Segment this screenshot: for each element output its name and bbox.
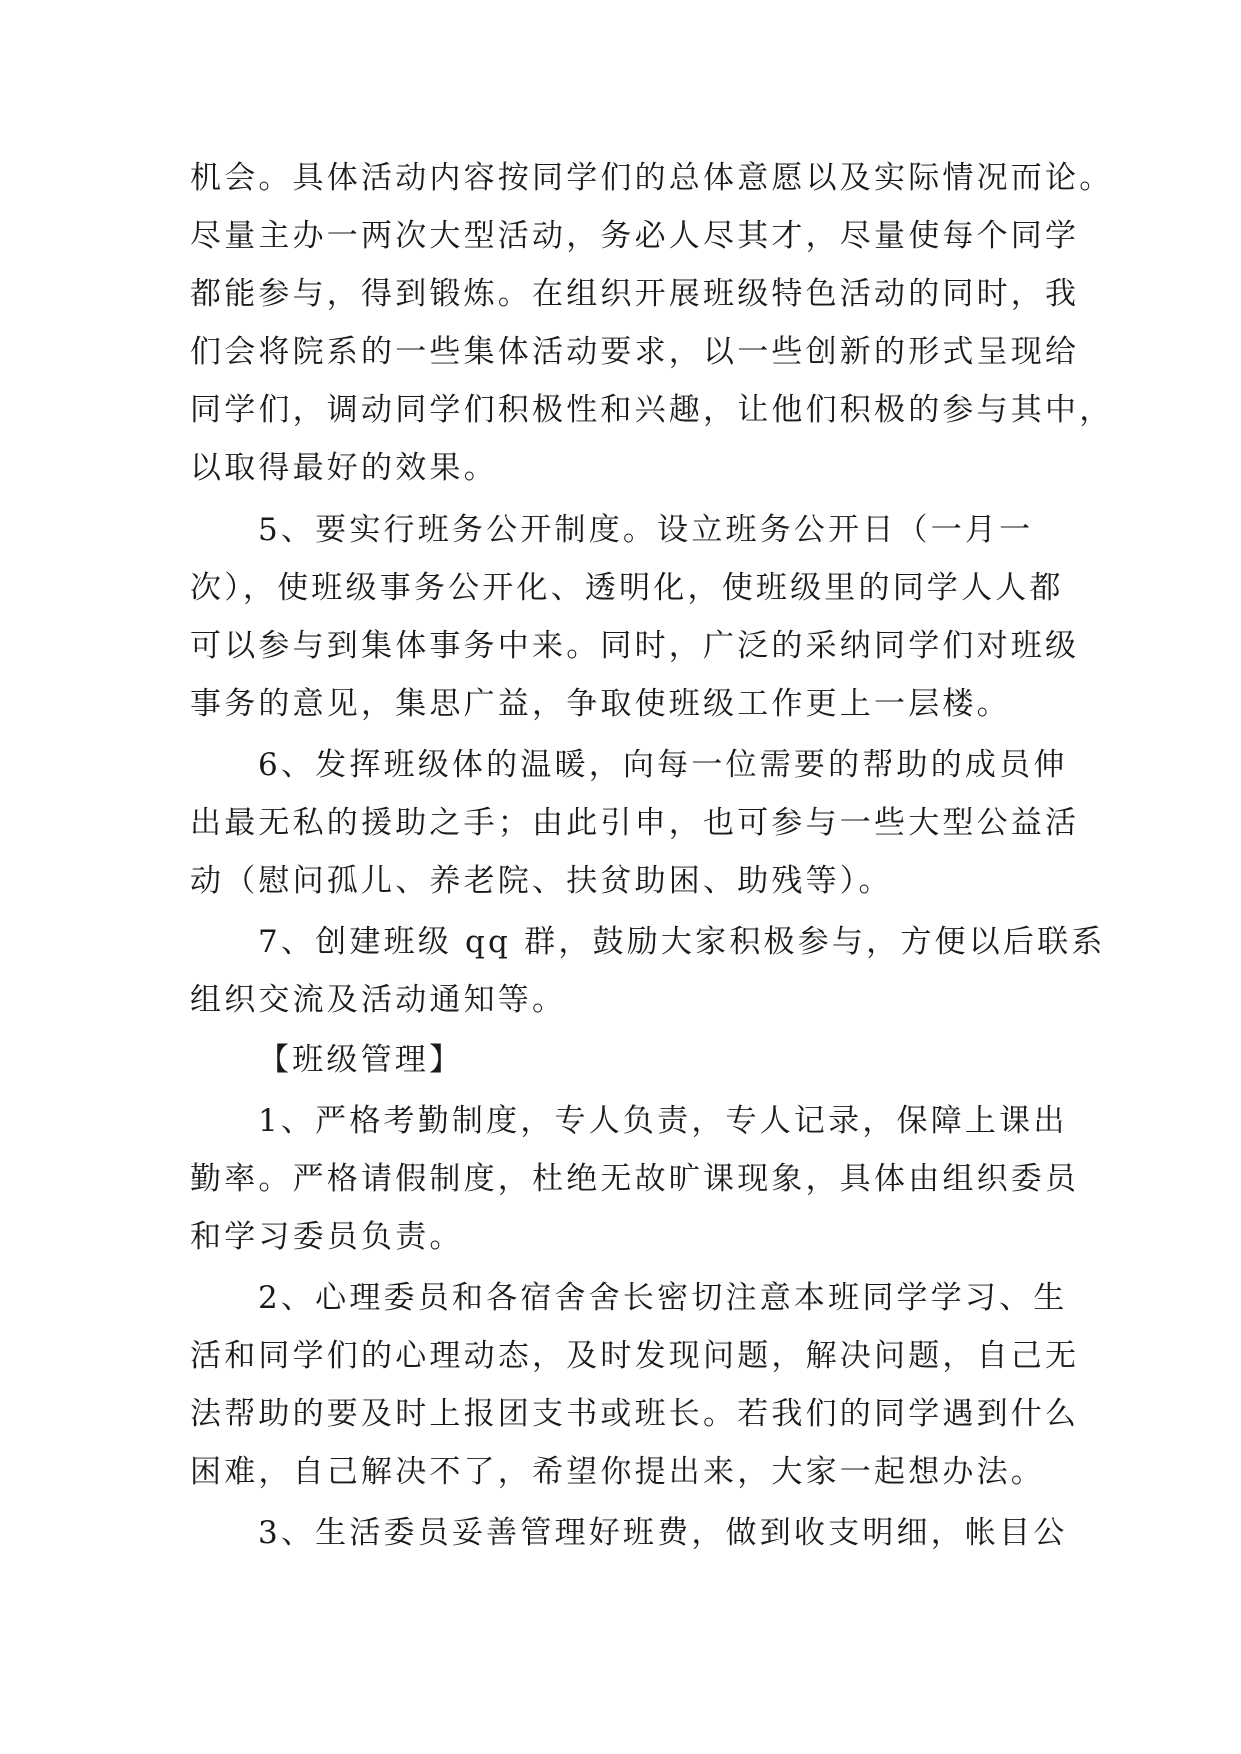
text-line-15: 组织交流及活动通知等。 <box>190 982 567 1018</box>
text-line-18: 勤率。严格请假制度，杜绝无故旷课现象，具体由组织委员 <box>190 1161 1080 1197</box>
text-line-8: 次），使班级事务公开化、透明化，使班级里的同学人人都 <box>190 570 1064 606</box>
text-line-2: 尽量主办一两次大型活动，务必人尽其才，尽量使每个同学 <box>190 218 1080 254</box>
text-line-10: 事务的意见，集思广益，争取使班级工作更上一层楼。 <box>190 686 1011 722</box>
section-heading-class-management: 【班级管理】 <box>258 1042 464 1078</box>
management-item-1-start: 1、严格考勤制度，专人负责，专人记录，保障上课出 <box>258 1103 1068 1139</box>
text-line-4: 们会将院系的一些集体活动要求，以一些创新的形式呈现给 <box>190 334 1080 370</box>
text-line-19: 和学习委员负责。 <box>190 1219 464 1255</box>
text-line-9: 可以参与到集体事务中来。同时，广泛的采纳同学们对班级 <box>190 628 1080 664</box>
text-line-22: 法帮助的要及时上报团支书或班长。若我们的同学遇到什么 <box>190 1396 1080 1432</box>
management-item-3-start: 3、生活委员妥善管理好班费，做到收支明细，帐目公 <box>258 1515 1068 1551</box>
paragraph-5-start: 5、要实行班务公开制度。设立班务公开日（一月一 <box>258 512 1034 548</box>
text-line-12: 出最无私的援助之手；由此引申，也可参与一些大型公益活 <box>190 805 1080 841</box>
text-line-3: 都能参与，得到锻炼。在组织开展班级特色活动的同时，我 <box>190 276 1080 312</box>
text-line-23: 困难，自己解决不了，希望你提出来，大家一起想办法。 <box>190 1454 1045 1490</box>
paragraph-7-start: 7、创建班级 qq 群，鼓励大家积极参与，方便以后联系 <box>258 924 1106 960</box>
paragraph-6-start: 6、发挥班级体的温暖，向每一位需要的帮助的成员伸 <box>258 747 1068 783</box>
text-line-21: 活和同学们的心理动态，及时发现问题，解决问题，自己无 <box>190 1338 1080 1374</box>
text-line-1: 机会。具体活动内容按同学们的总体意愿以及实际情况而论。 <box>190 160 1114 196</box>
text-line-6: 以取得最好的效果。 <box>190 450 498 486</box>
text-line-13: 动（慰问孤儿、养老院、扶贫助困、助残等）。 <box>190 863 893 899</box>
management-item-2-start: 2、心理委员和各宿舍舍长密切注意本班同学学习、生 <box>258 1280 1068 1316</box>
text-line-5: 同学们，调动同学们积极性和兴趣，让他们积极的参与其中， <box>190 392 1114 428</box>
